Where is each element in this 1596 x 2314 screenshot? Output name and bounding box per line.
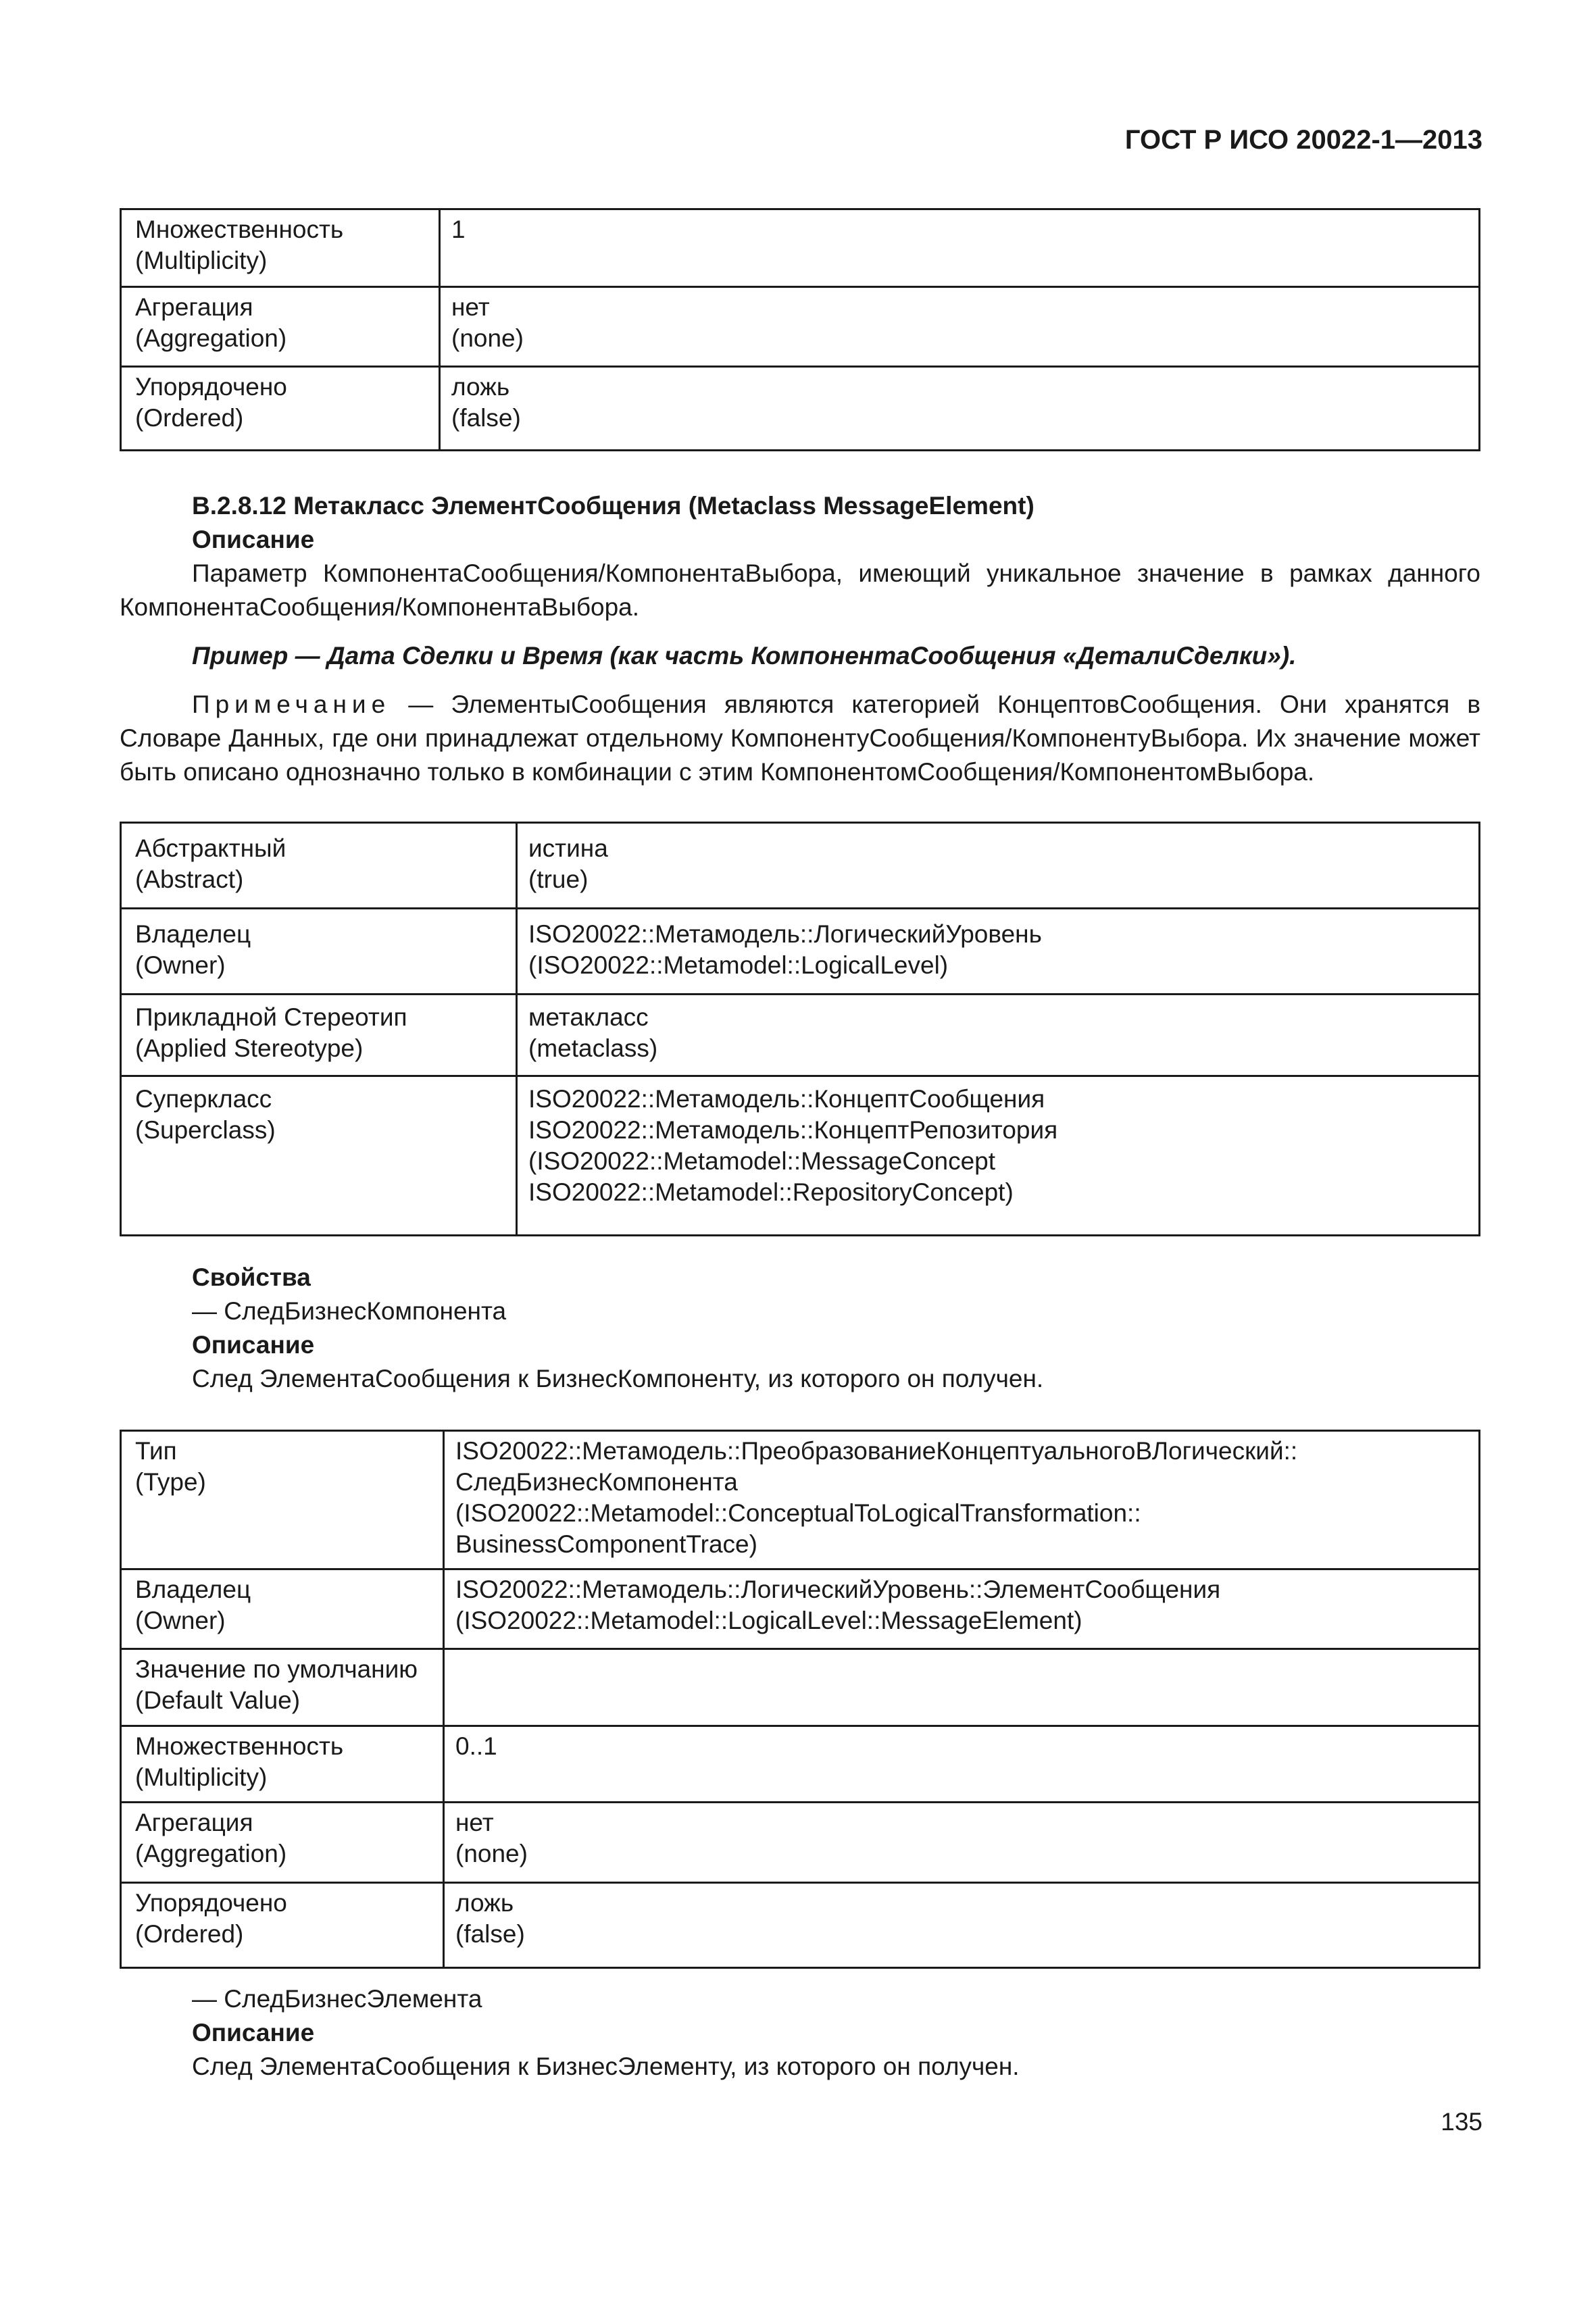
note-text: — ЭлементыСообщения являются категорией КонцептовСообщения. Они хранятся в Словаре Данных, где они принадлежат отдельному КомпонентуСообщения/КомпонентуВыбора. Их значение может быть описано однозначно только в комбинации с этим КомпонентомСообщения/КомпонентомВыбора. bbox=[120, 690, 1480, 786]
description-text: След ЭлементаСообщения к БизнесЭлементу, из которого он получен. bbox=[192, 2053, 1020, 2080]
section-heading: B.2.8.12 Метакласс ЭлементСообщения (Metaclass MessageElement) bbox=[192, 492, 1034, 520]
property-value: ISO20022::Метамодель::ЛогическийУровень::ЭлементСообщения bbox=[455, 1576, 1221, 1603]
description-text: След ЭлементаСообщения к БизнесКомпоненту, из которого он получен. bbox=[192, 1365, 1044, 1392]
note-paragraph bbox=[120, 688, 1480, 789]
property-value-cell bbox=[440, 209, 1480, 287]
section-metaclass-message-element bbox=[120, 489, 1480, 789]
property-name-cell bbox=[121, 1726, 444, 1803]
property-name: Тип bbox=[135, 1437, 177, 1465]
property-name: Упорядочено bbox=[135, 1889, 287, 1917]
property-value-cell bbox=[444, 1726, 1480, 1803]
property-name: Суперкласс bbox=[135, 1085, 272, 1113]
property-value: ISO20022::Метамодель::ПреобразованиеКонцептуальногоВЛогический:: bbox=[455, 1437, 1298, 1465]
property-value-cell bbox=[517, 823, 1480, 909]
note-label: Примечание bbox=[192, 690, 391, 718]
table-row bbox=[121, 823, 1480, 909]
property-value-en: (metaclass) bbox=[528, 1034, 658, 1062]
property-value-en: (ISO20022::Metamodel::ConceptualToLogicalTransformation:: bbox=[455, 1499, 1141, 1527]
properties-section bbox=[120, 1261, 1480, 1396]
property-value: нет bbox=[455, 1809, 494, 1836]
table-row bbox=[121, 1726, 1480, 1803]
property-name-en: (Applied Stereotype) bbox=[135, 1034, 364, 1062]
table-row bbox=[121, 995, 1480, 1076]
property-value-en: ISO20022::Metamodel::RepositoryConcept) bbox=[528, 1178, 1014, 1206]
property-item-business-component-trace: — СледБизнесКомпонента bbox=[192, 1297, 507, 1325]
description-text: Параметр КомпонентаСообщения/КомпонентаВыбора, имеющий уникальное значение в рамках данного КомпонентаСообщения/КомпонентаВыбора. bbox=[120, 559, 1480, 621]
property-value: метакласс bbox=[528, 1003, 649, 1031]
property-value-cell bbox=[444, 1803, 1480, 1883]
property-name-cell bbox=[121, 823, 517, 909]
property-name: Прикладной Стереотип bbox=[135, 1003, 407, 1031]
property-value-cell bbox=[444, 1649, 1480, 1726]
property-name-en: (Type) bbox=[135, 1468, 206, 1496]
property-name: Владелец bbox=[135, 1576, 251, 1603]
property-name: Владелец bbox=[135, 920, 251, 948]
property-value-en: (false) bbox=[451, 404, 521, 432]
table-row bbox=[121, 1431, 1480, 1569]
example-text: Пример — Дата Сделки и Время (как часть КомпонентаСообщения «ДеталиСделки»). bbox=[192, 642, 1297, 670]
properties-table-1 bbox=[120, 208, 1480, 451]
property-name-cell bbox=[121, 909, 517, 995]
property-name-cell bbox=[121, 1569, 444, 1649]
property-name-cell bbox=[121, 1649, 444, 1726]
table-row bbox=[121, 1649, 1480, 1726]
property-name: Множественность bbox=[135, 1732, 344, 1760]
property-value: ISO20022::Метамодель::КонцептРепозитория bbox=[528, 1116, 1058, 1144]
page-number: 135 bbox=[1441, 2108, 1482, 2136]
properties-table-2 bbox=[120, 822, 1480, 1236]
property-name: Агрегация bbox=[135, 293, 253, 321]
property-name-en: (Superclass) bbox=[135, 1116, 276, 1144]
property-value-en: (ISO20022::Metamodel::LogicalLevel) bbox=[528, 951, 949, 979]
table-row bbox=[121, 1883, 1480, 1968]
property-name: Множественность bbox=[135, 216, 344, 243]
table-row bbox=[121, 209, 1480, 287]
table-row bbox=[121, 1569, 1480, 1649]
property-name-cell bbox=[121, 287, 440, 367]
property-value: 0..1 bbox=[455, 1732, 497, 1760]
property-value-cell bbox=[444, 1883, 1480, 1968]
property-value-cell bbox=[444, 1431, 1480, 1569]
table-row bbox=[121, 287, 1480, 367]
property-value: нет bbox=[451, 293, 490, 321]
property-name-cell bbox=[121, 1431, 444, 1569]
property-value-cell bbox=[517, 1076, 1480, 1236]
property-value-cell bbox=[440, 287, 1480, 367]
description-label: Описание bbox=[192, 2019, 315, 2046]
property-item-business-element-trace: — СледБизнесЭлемента bbox=[192, 1985, 482, 2013]
table-row bbox=[121, 1076, 1480, 1236]
property-name-cell bbox=[121, 367, 440, 451]
properties-section-2 bbox=[120, 1982, 1480, 2084]
property-value-en: BusinessComponentTrace) bbox=[455, 1530, 757, 1558]
description-label: Описание bbox=[192, 526, 315, 553]
property-name: Абстрактный bbox=[135, 834, 286, 862]
property-value-en: (ISO20022::Metamodel::LogicalLevel::MessageElement) bbox=[455, 1607, 1082, 1634]
property-name-cell bbox=[121, 1803, 444, 1883]
property-name-cell bbox=[121, 995, 517, 1076]
property-value: ложь bbox=[451, 373, 510, 401]
property-value: СледБизнесКомпонента bbox=[455, 1468, 738, 1496]
property-value-en: (true) bbox=[528, 865, 589, 893]
property-name-en: (Abstract) bbox=[135, 865, 244, 893]
property-name-en: (Multiplicity) bbox=[135, 247, 268, 274]
property-name-cell bbox=[121, 209, 440, 287]
property-name-en: (Multiplicity) bbox=[135, 1763, 268, 1791]
property-name-en: (Owner) bbox=[135, 1607, 226, 1634]
property-value: 1 bbox=[451, 216, 466, 243]
property-value-en: (none) bbox=[451, 324, 524, 352]
description-label: Описание bbox=[192, 1331, 315, 1359]
property-value-cell bbox=[517, 995, 1480, 1076]
property-name-en: (Ordered) bbox=[135, 404, 244, 432]
property-name: Значение по умолчанию bbox=[135, 1655, 418, 1683]
property-value-en: (false) bbox=[455, 1920, 525, 1948]
property-value-cell bbox=[517, 909, 1480, 995]
table-row bbox=[121, 1803, 1480, 1883]
table-row bbox=[121, 909, 1480, 995]
table-row bbox=[121, 367, 1480, 451]
property-name-cell bbox=[121, 1076, 517, 1236]
document-id: ГОСТ Р ИСО 20022-1—2013 bbox=[1124, 125, 1482, 155]
property-name-cell bbox=[121, 1883, 444, 1968]
property-name-en: (Owner) bbox=[135, 951, 226, 979]
property-value-en: (ISO20022::Metamodel::MessageConcept bbox=[528, 1147, 996, 1175]
property-name: Агрегация bbox=[135, 1809, 253, 1836]
property-name-en: (Ordered) bbox=[135, 1920, 244, 1948]
property-value: истина bbox=[528, 834, 608, 862]
property-name-en: (Aggregation) bbox=[135, 1840, 287, 1867]
property-value: ISO20022::Метамодель::КонцептСообщения bbox=[528, 1085, 1045, 1113]
property-name-en: (Default Value) bbox=[135, 1686, 301, 1714]
property-value-en: (none) bbox=[455, 1840, 528, 1867]
property-value: ложь bbox=[455, 1889, 514, 1917]
property-name: Упорядочено bbox=[135, 373, 287, 401]
property-value-cell bbox=[440, 367, 1480, 451]
properties-label: Свойства bbox=[192, 1263, 311, 1291]
properties-table-3 bbox=[120, 1430, 1480, 1969]
property-value-cell bbox=[444, 1569, 1480, 1649]
property-name-en: (Aggregation) bbox=[135, 324, 287, 352]
property-value: ISO20022::Метамодель::ЛогическийУровень bbox=[528, 920, 1042, 948]
